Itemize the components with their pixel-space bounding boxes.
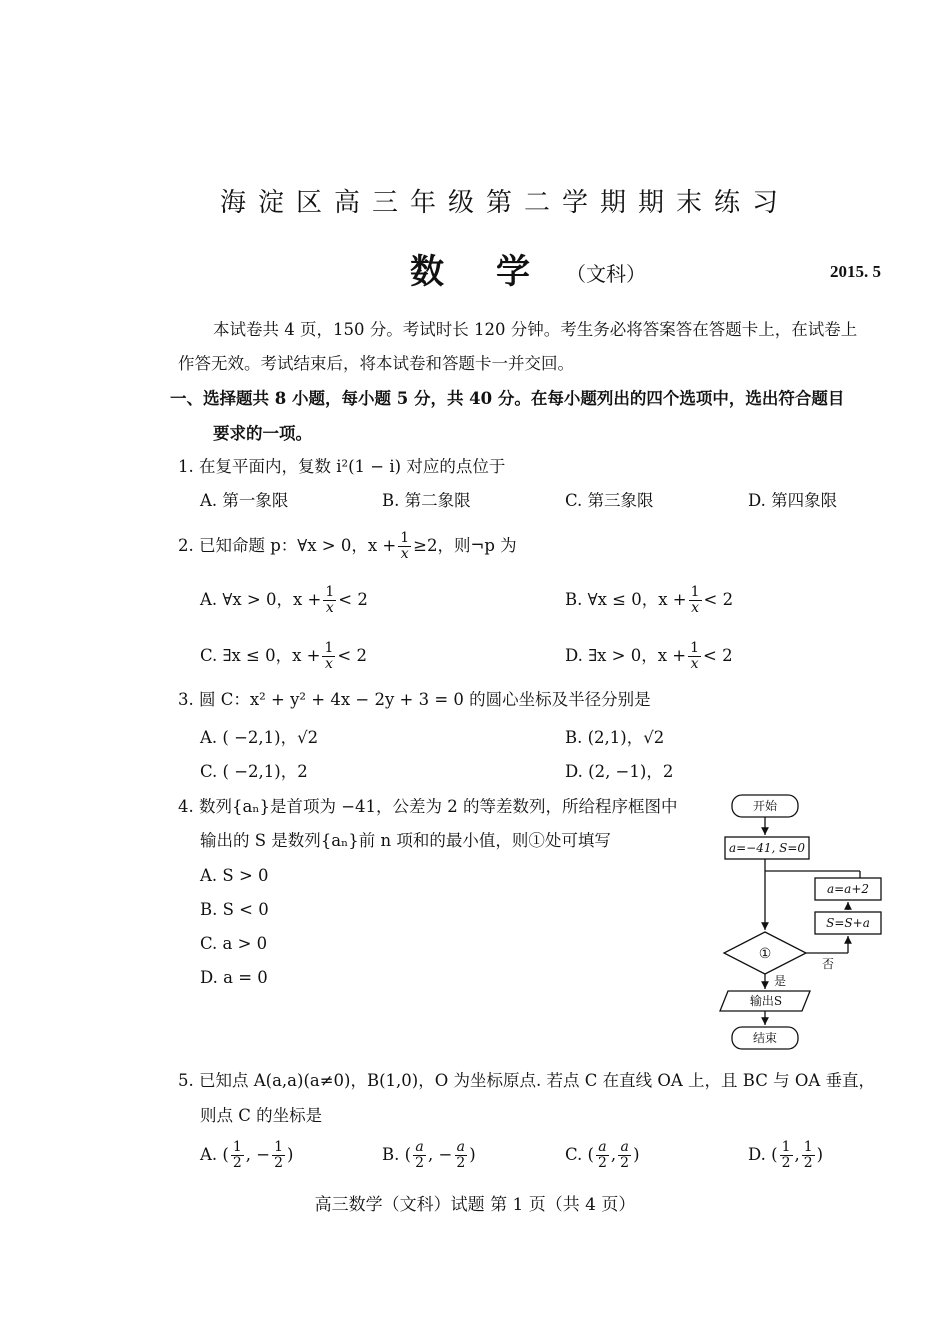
flow-output-label: 输出S [749,994,783,1008]
flow-step2-label: S=S+a [826,916,870,930]
flow-yes-label: 是 [773,974,787,988]
flow-start-label: 开始 [752,799,778,813]
q2-option-c: C. ∃x ≤ 0，x + $\frac{1}{x}$ < 2 [200,640,367,672]
exam-title: 海淀区高三年级第二学期期末练习 [219,188,790,218]
q4-option-a: A. S > 0 [200,866,269,885]
q3-stem: 3. 圆 C：x² + y² + 4x − 2y + 3 = 0 的圆心坐标及半径分别是 [178,690,651,709]
q3-option-b: B. (2,1)，√2 [565,728,665,747]
q5-option-d: D. ( $\frac{1}{2}$ , $\frac{1}{2}$ ) [748,1139,824,1171]
intro-line-1: 本试卷共 4 页，150 分。考试时长 120 分钟。考生务必将答案答在答题卡上，在试卷上 [213,320,858,339]
flow-init-label: a=−41, S=0 [728,841,806,855]
flow-step1-label: a=a+2 [826,882,870,896]
exam-date: 2015. 5 [830,262,881,281]
program-flowchart [700,785,900,1060]
q1-stem: 1. 在复平面内，复数 i²(1 − i) 对应的点位于 [178,457,506,476]
q2-stem-post: ≥2，则¬p 为 [413,536,517,555]
q2-stem-pre: 2. 已知命题 p：∀x > 0，x + [178,536,397,555]
subject-title: 数学 [410,252,582,292]
q5-line-1: 5. 已知点 A(a,a)(a≠0)，B(1,0)，O 为坐标原点. 若点 C 在直线 OA 上，且 BC 与 OA 垂直， [178,1071,876,1090]
q5-option-a: A. ( $\frac{1}{2}$ , − $\frac{1}{2}$ ) [200,1139,294,1171]
q4-option-b: B. S < 0 [200,900,269,919]
q2-stem-fraction: $\frac{1}{x}$ [400,530,410,562]
q4-option-c: C. a > 0 [200,934,268,953]
q3-option-d: D. (2, −1)，2 [565,762,674,781]
q2-stem [178,531,517,562]
q2-option-b: B. ∀x ≤ 0，x + $\frac{1}{x}$ < 2 [565,584,734,616]
q4-line-2: 输出的 S 是数列{aₙ}前 n 项和的最小值，则①处可填写 [200,831,611,850]
q1-option-b: B. 第二象限 [382,491,471,510]
q3-option-a: A. ( −2,1)，√2 [200,728,319,747]
q5-option-c: C. ( $\frac{a}{2}$ , $\frac{a}{2}$ ) [565,1139,640,1171]
page-footer: 高三数学（文科）试题 第 1 页（共 4 页） [314,1195,636,1215]
q1-option-d: D. 第四象限 [748,491,838,510]
flow-end-label: 结束 [752,1031,778,1045]
subject-note: （文科） [566,262,646,286]
flow-no-label: 否 [821,957,835,971]
q3-option-c: C. ( −2,1)，2 [200,762,308,781]
section-heading-line-2: 要求的一项。 [213,424,312,443]
intro-line-2: 作答无效。考试结束后，将本试卷和答题卡一并交回。 [178,354,574,373]
section-heading-line-1: 一、选择题共 8 小题，每小题 5 分，共 40 分。在每小题列出的四个选项中，选出符合题目 [170,389,845,408]
q5-option-b: B. ( $\frac{a}{2}$ , − $\frac{a}{2}$ ) [382,1139,476,1171]
q2-option-d: D. ∃x > 0，x + $\frac{1}{x}$ < 2 [565,640,733,672]
flow-condition-label: ① [758,946,772,962]
q5-line-2: 则点 C 的坐标是 [200,1106,323,1125]
q1-option-a: A. 第一象限 [200,491,289,510]
q4-line-1: 4. 数列{aₙ}是首项为 −41，公差为 2 的等差数列，所给程序框图中 [178,797,678,816]
q4-option-d: D. a = 0 [200,968,268,987]
q1-option-c: C. 第三象限 [565,491,654,510]
q2-option-a: A. ∀x > 0，x + $\frac{1}{x}$ < 2 [200,584,368,616]
